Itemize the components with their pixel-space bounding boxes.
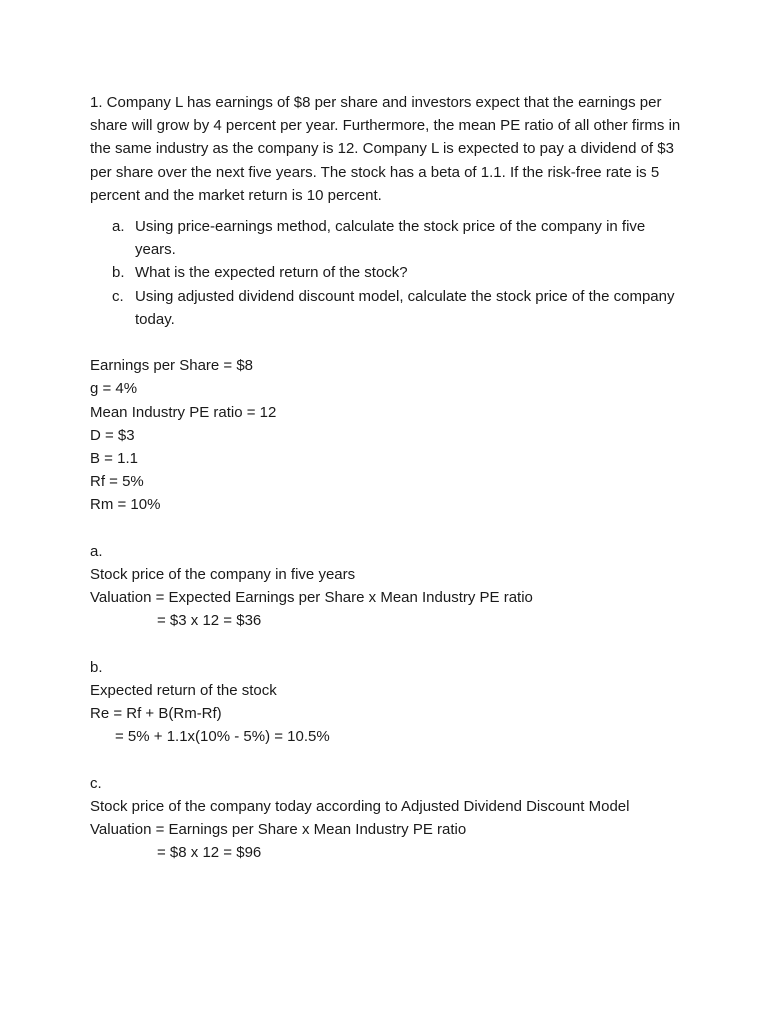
question-intro: 1. Company L has earnings of $8 per share and investors expect that the earnings per share will grow by 4 percent per year. Furthermore, the mean PE ratio of all other firms in the same industry as the company is 12. Company L is expected to pay a dividend of $3 per share over the next five years. The stock has a beta of 1.1. If the risk-free rate is 5 percent and the market return is 10 percent.: [90, 94, 681, 204]
answer-c: [90, 772, 690, 865]
list-marker: b.: [112, 264, 125, 282]
answer-formula: Valuation = Earnings per Share x Mean Industry PE ratio: [90, 821, 467, 839]
spacer: [90, 517, 690, 540]
given-line: D = $3: [90, 426, 135, 444]
question-part-text: Using price-earnings method, calculate the stock price of the company in five years.: [135, 218, 646, 259]
answer-heading: Stock price of the company in five years: [90, 566, 356, 584]
given-line: Rm = 10%: [90, 496, 161, 514]
answer-result: = 5% + 1.1x(10% - 5%) = 10.5%: [115, 728, 330, 746]
given-line: Earnings per Share = $8: [90, 357, 254, 375]
question-part-text: Using adjusted dividend discount model, calculate the stock price of the company today.: [135, 287, 675, 328]
question-part-c: [112, 285, 690, 331]
answer-result: = $8 x 12 = $96: [157, 844, 262, 862]
list-marker: c.: [112, 287, 124, 305]
spacer: [90, 331, 690, 354]
spacer: [90, 633, 690, 656]
given-line: g = 4%: [90, 380, 138, 398]
answer-label: a.: [90, 542, 103, 560]
answer-label: b.: [90, 658, 103, 676]
question-part-text: What is the expected return of the stock?: [135, 264, 408, 282]
spacer: [90, 749, 690, 772]
answer-label: c.: [90, 774, 102, 792]
given-line: B = 1.1: [90, 450, 138, 468]
question-part-b: [112, 261, 690, 284]
answer-b: [90, 656, 690, 749]
answer-a: [90, 540, 690, 633]
answer-formula: Re = Rf + B(Rm-Rf): [90, 705, 222, 723]
answer-formula: Valuation = Expected Earnings per Share x Mean Industry PE ratio: [90, 589, 533, 607]
answer-result: = $3 x 12 = $36: [157, 612, 262, 630]
document-page: [90, 91, 690, 865]
given-line: Mean Industry PE ratio = 12: [90, 403, 277, 421]
answer-heading: Stock price of the company today according to Adjusted Dividend Discount Model: [90, 798, 630, 816]
question-part-a: [112, 215, 690, 261]
question-parts-list: [90, 215, 690, 331]
given-line: Rf = 5%: [90, 473, 144, 491]
givens-block: [90, 354, 690, 516]
answer-heading: Expected return of the stock: [90, 682, 277, 700]
list-marker: a.: [112, 218, 125, 236]
